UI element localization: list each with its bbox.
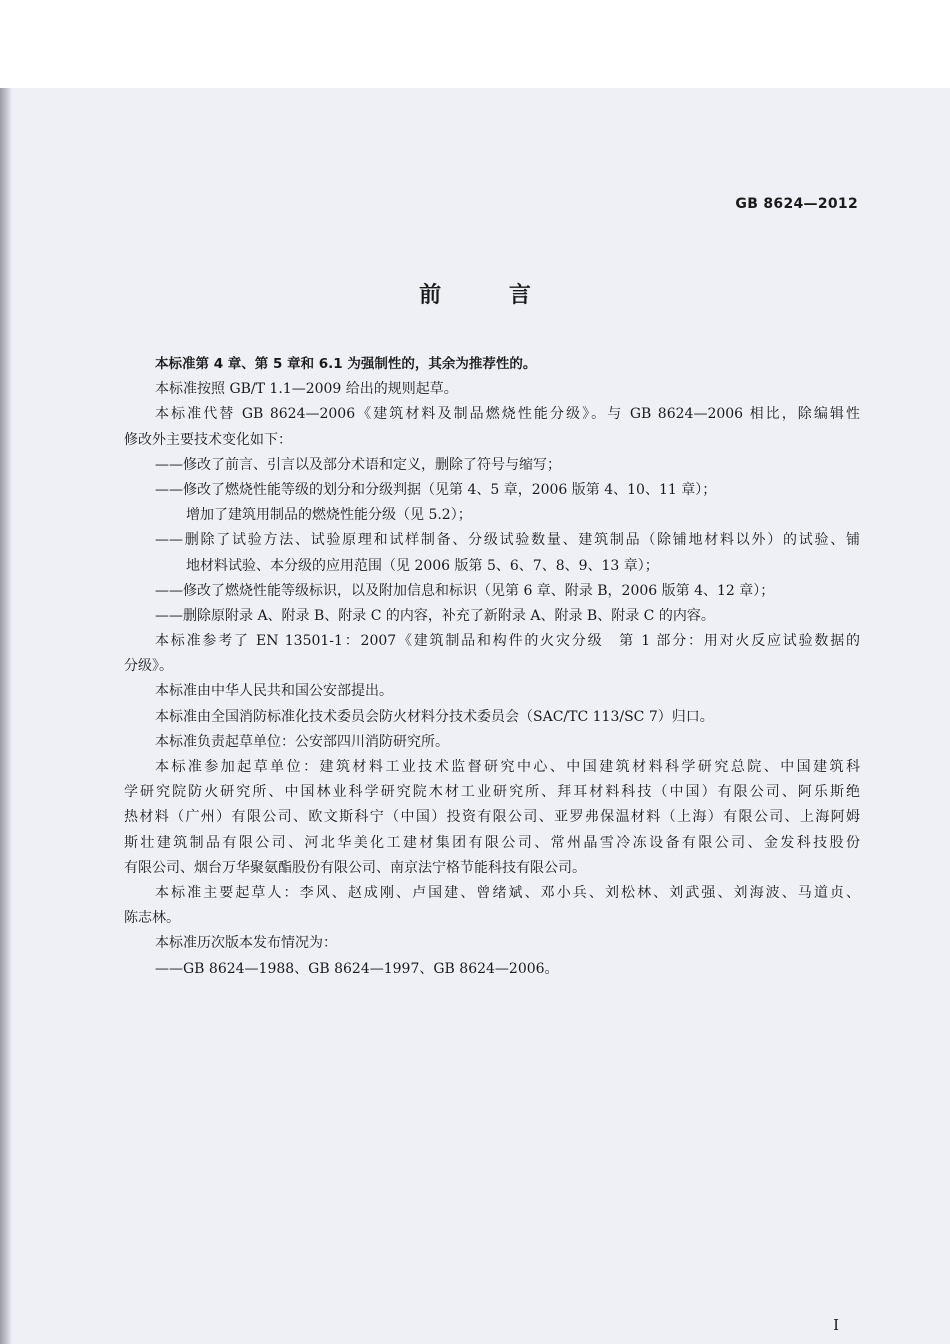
text-line: ——修改了前言、引言以及部分术语和定义，删除了符号与缩写； bbox=[155, 456, 561, 473]
text-line: 学研究院防火研究所、中国林业科学研究院木材工业研究所、拜耳材料科技（中国）有限公司、阿乐斯绝 bbox=[124, 784, 860, 801]
text-line: 修改外主要技术变化如下： bbox=[124, 431, 292, 448]
text-line: 本标准代替 GB 8624—2006《建筑材料及制品燃烧性能分级》。与 GB 8624—2006 相比，除编辑性 bbox=[155, 406, 860, 423]
text-line: 本标准主要起草人：李风、赵成刚、卢国建、曾绪斌、邓小兵、刘松林、刘武强、刘海波、马道贞、 bbox=[155, 884, 860, 901]
text-line: 地材料试验、本分级的应用范围（见 2006 版第 5、6、7、8、9、13 章）； bbox=[186, 557, 659, 574]
text-line: 陈志林。 bbox=[124, 910, 180, 927]
text-line: 本标准历次版本发布情况为： bbox=[155, 935, 337, 952]
text-line: 本标准负责起草单位：公安部四川消防研究所。 bbox=[155, 733, 449, 750]
page-binding-edge bbox=[0, 88, 12, 1344]
text-line: 本标准第 4 章、第 5 章和 6.1 为强制性的，其余为推荐性的。 bbox=[155, 356, 537, 372]
text-line: 有限公司、烟台万华聚氨酯股份有限公司、南京法宁格节能科技有限公司。 bbox=[124, 859, 586, 876]
page-title: 前 言 bbox=[419, 283, 561, 308]
text-line: ——GB 8624—1988、GB 8624—1997、GB 8624—2006。 bbox=[155, 960, 559, 977]
foreword-body bbox=[124, 352, 860, 982]
text-line: 本标准参加起草单位：建筑材料工业技术监督研究中心、中国建筑材料科学研究总院、中国建筑科 bbox=[155, 759, 860, 775]
text-line: ——删除原附录 A、附录 B、附录 C 的内容，补充了新附录 A、附录 B、附录 C 的内容。 bbox=[155, 607, 715, 624]
text-line: 热材料（广州）有限公司、欧文斯科宁（中国）投资有限公司、亚罗弗保温材料（上海）有限公司、上海阿姆 bbox=[124, 809, 860, 826]
text-line: 增加了建筑用制品的燃烧性能分级（见 5.2）； bbox=[186, 507, 472, 524]
text-line: ——删除了试验方法、试验原理和试样制备、分级试验数量、建筑制品（除铺地材料以外）的试验、铺 bbox=[155, 532, 860, 549]
text-line: 本标准由中华人民共和国公安部提出。 bbox=[155, 683, 393, 700]
text-line: ——修改了燃烧性能等级标识，以及附加信息和标识（见第 6 章、附录 B，2006 版第 4、12 章）； bbox=[155, 582, 775, 599]
text-line: ——修改了燃烧性能等级的划分和分级判据（见第 4、5 章，2006 版第 4、10、11 章）； bbox=[155, 481, 717, 498]
text-line: 分级》。 bbox=[124, 658, 173, 675]
text-line: 本标准由全国消防标准化技术委员会防火材料分技术委员会（SAC/TC 113/SC 7）归口。 bbox=[155, 708, 714, 725]
text-line: 本标准参考了 EN 13501-1：2007《建筑制品和构件的火灾分级 第 1 部分：用对火反应试验数据的 bbox=[155, 633, 860, 650]
text-line: 斯壮建筑制品有限公司、河北华美化工建材集团有限公司、常州晶雪冷冻设备有限公司、金发科技股份 bbox=[124, 834, 860, 851]
document-code: GB 8624—2012 bbox=[735, 196, 858, 212]
page-number: I bbox=[833, 1316, 839, 1334]
text-line: 本标准按照 GB/T 1.1—2009 给出的规则起草。 bbox=[155, 381, 458, 398]
